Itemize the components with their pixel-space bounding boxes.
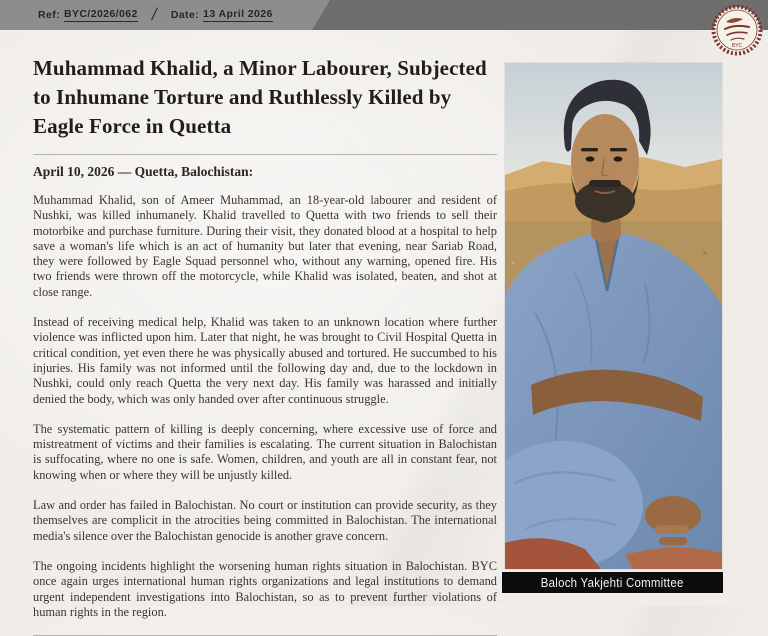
- victim-photo-illustration: [505, 63, 722, 569]
- photo-caption-text: Baloch Yakjehti Committee: [541, 575, 684, 590]
- stamp-icon: [711, 4, 763, 56]
- date-label: Date:: [170, 9, 200, 21]
- stamp-text: BYC: [731, 43, 743, 49]
- byc-stamp-logo: [711, 4, 763, 56]
- paragraph-1: Muhammad Khalid, son of Ameer Muhammad, an 18-year-old labourer and resident of Nushki, was killed inhumanely. Khalid travelled to Quetta with two friends to sell their motorbike and purchase furniture. During their visit, they donated blood at a hospital to help save a woman's life which is an act of humanity but later that evening, near Sariab Road, they were followed by Eagle Squad personnel who, without any warning, opened fire. His two friends were thrown off the motorcycle, while Khalid was isolated, beaten, and shot at close range.: [33, 193, 497, 299]
- paragraph-3: The systematic pattern of killing is deeply concerning, where excessive use of force and mistreatment of victims and their families is escalating. The current situation in Balochistan is suffocating, where no one is safe. Women, children, and youth are all in constant fear, not knowing when or where they will be unjustly killed.: [33, 421, 497, 482]
- separator-slash: /: [149, 5, 159, 24]
- press-release-article: [33, 44, 497, 636]
- photo-caption: [502, 572, 723, 593]
- paragraph-5: The ongoing incidents highlight the worsening human rights situation in Balochistan. BYC once again urges international human rights organizations and legal institutions to demand urgent independent investigations into Balochistan, so as to prevent further violations of human rights in the region.: [33, 558, 497, 619]
- ref-value: BYC/2026/062: [64, 8, 138, 20]
- paragraph-2: Instead of receiving medical help, Khalid was taken to an unknown location where further violence was inflicted upon him. Later that night, he was brought to Civil Hospital Quetta in critical condition, yet even there he was physically abused and tortured. He succumbed to his injuries. His family was not informed until the following day and, due to the lockdown in Nushki, could only reach Quetta the very next day. His family was harassed and initially denied the body, which was only handed over after continuous struggle.: [33, 315, 497, 406]
- divider-top: [33, 154, 497, 155]
- photo-figure: [502, 63, 723, 593]
- victim-photo: [505, 63, 722, 569]
- topbar-content: [38, 0, 273, 30]
- paragraph-4: Law and order has failed in Balochistan. No court or institution can provide security, as they themselves are complicit in the atrocities being committed in Balochistan. The international media's silence over the Balochistan genocide is another grave concern.: [33, 498, 497, 543]
- date-value: 13 April 2026: [203, 8, 273, 20]
- ref-label: Ref:: [38, 9, 61, 21]
- headline: Muhammad Khalid, a Minor Labourer, Subjected to Inhumane Torture and Ruthlessly Killed by Eagle Force in Quetta: [33, 56, 487, 138]
- dateline: April 10, 2026 — Quetta, Balochistan:: [33, 164, 254, 179]
- topbar: [0, 0, 768, 30]
